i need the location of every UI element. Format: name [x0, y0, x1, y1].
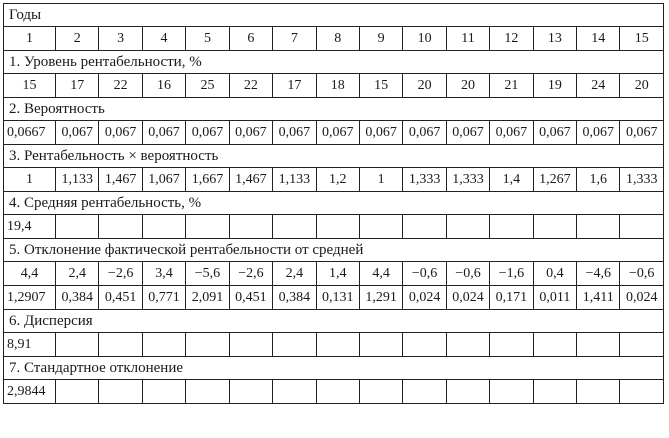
- value-cell: 0,067: [403, 121, 446, 145]
- section-header-row: [4, 357, 664, 380]
- value-cell: 0,067: [577, 121, 620, 145]
- value-cell: [273, 215, 316, 239]
- section-heading: 4. Средняя рентабельность, %: [4, 192, 664, 215]
- data-row: [4, 333, 664, 357]
- value-cell: 0,067: [359, 121, 402, 145]
- value-cell: 1,6: [577, 168, 620, 192]
- value-cell: [229, 380, 272, 404]
- value-cell: [99, 215, 142, 239]
- value-cell: −2,6: [99, 262, 142, 286]
- value-cell: 0,067: [56, 121, 99, 145]
- year-cell: 2: [56, 27, 99, 51]
- section-header-row: [4, 310, 664, 333]
- year-cell: 12: [490, 27, 533, 51]
- year-cell: 1: [4, 27, 56, 51]
- section-header-row: [4, 51, 664, 74]
- value-cell: [186, 333, 229, 357]
- value-cell: [446, 333, 489, 357]
- section-header-row: [4, 192, 664, 215]
- value-cell: [490, 380, 533, 404]
- value-cell: 20: [403, 74, 446, 98]
- year-cell: 8: [316, 27, 359, 51]
- value-cell: [56, 215, 99, 239]
- value-cell: 0,067: [99, 121, 142, 145]
- value-cell: [99, 333, 142, 357]
- year-cell: 4: [142, 27, 185, 51]
- value-cell: [403, 333, 446, 357]
- value-cell: [56, 333, 99, 357]
- section-heading: 6. Дисперсия: [4, 310, 664, 333]
- value-cell: −5,6: [186, 262, 229, 286]
- value-cell: [577, 215, 620, 239]
- value-cell: 20: [446, 74, 489, 98]
- value-cell: 1,4: [316, 262, 359, 286]
- value-cell: −0,6: [403, 262, 446, 286]
- value-cell: −4,6: [577, 262, 620, 286]
- value-cell: [186, 215, 229, 239]
- value-cell: 0,024: [446, 286, 489, 310]
- value-cell: 1,133: [56, 168, 99, 192]
- value-cell: 1,667: [186, 168, 229, 192]
- years-row: [4, 27, 664, 51]
- section-heading: 7. Стандартное отклонение: [4, 357, 664, 380]
- value-cell: 17: [56, 74, 99, 98]
- value-cell: [446, 215, 489, 239]
- year-cell: 13: [533, 27, 576, 51]
- value-cell: 1,067: [142, 168, 185, 192]
- title-row: [4, 4, 664, 27]
- section-heading: 5. Отклонение фактической рентабельности от средней: [4, 239, 664, 262]
- value-cell: [273, 380, 316, 404]
- value-cell: [490, 215, 533, 239]
- value-cell: [533, 215, 576, 239]
- value-cell: 0,024: [620, 286, 664, 310]
- value-cell: −0,6: [446, 262, 489, 286]
- year-cell: 7: [273, 27, 316, 51]
- value-cell: [359, 380, 402, 404]
- value-cell: 2,4: [56, 262, 99, 286]
- value-cell: [359, 215, 402, 239]
- year-cell: 3: [99, 27, 142, 51]
- data-row: [4, 74, 664, 98]
- value-cell: [533, 380, 576, 404]
- value-cell: 0,131: [316, 286, 359, 310]
- value-cell: 1,333: [403, 168, 446, 192]
- value-cell: 0,024: [403, 286, 446, 310]
- value-cell: 17: [273, 74, 316, 98]
- value-cell: 2,091: [186, 286, 229, 310]
- value-cell: 22: [229, 74, 272, 98]
- year-cell: 15: [620, 27, 664, 51]
- data-row: [4, 168, 664, 192]
- value-cell: [229, 215, 272, 239]
- value-cell: 4,4: [4, 262, 56, 286]
- value-cell: [229, 333, 272, 357]
- data-row: [4, 286, 664, 310]
- year-cell: 6: [229, 27, 272, 51]
- value-cell: 0,067: [229, 121, 272, 145]
- value-cell: 1,4: [490, 168, 533, 192]
- value-cell: 0,0667: [4, 121, 56, 145]
- value-cell: 0,067: [533, 121, 576, 145]
- section-heading: 1. Уровень рентабельности, %: [4, 51, 664, 74]
- year-cell: 11: [446, 27, 489, 51]
- value-cell: [577, 333, 620, 357]
- value-cell: 0,067: [490, 121, 533, 145]
- value-cell: [316, 380, 359, 404]
- value-cell: [620, 333, 664, 357]
- data-row: [4, 121, 664, 145]
- value-cell: 0,451: [99, 286, 142, 310]
- value-cell: [533, 333, 576, 357]
- value-cell: −1,6: [490, 262, 533, 286]
- value-cell: [142, 333, 185, 357]
- value-cell: 19,4: [4, 215, 56, 239]
- data-row: [4, 215, 664, 239]
- value-cell: 0,067: [273, 121, 316, 145]
- section-heading: 3. Рентабельность × вероятность: [4, 145, 664, 168]
- value-cell: 24: [577, 74, 620, 98]
- value-cell: 1,2907: [4, 286, 56, 310]
- value-cell: 0,771: [142, 286, 185, 310]
- table-title: Годы: [4, 4, 664, 27]
- value-cell: 15: [4, 74, 56, 98]
- value-cell: 3,4: [142, 262, 185, 286]
- value-cell: 20: [620, 74, 664, 98]
- value-cell: 0,067: [446, 121, 489, 145]
- value-cell: [316, 333, 359, 357]
- value-cell: 0,067: [186, 121, 229, 145]
- table-body: [4, 4, 664, 404]
- value-cell: 0,384: [56, 286, 99, 310]
- value-cell: 2,9844: [4, 380, 56, 404]
- data-row: [4, 380, 664, 404]
- section-header-row: [4, 98, 664, 121]
- section-heading: 2. Вероятность: [4, 98, 664, 121]
- year-cell: 10: [403, 27, 446, 51]
- year-cell: 14: [577, 27, 620, 51]
- value-cell: [620, 380, 664, 404]
- value-cell: [186, 380, 229, 404]
- value-cell: 0,4: [533, 262, 576, 286]
- value-cell: 22: [99, 74, 142, 98]
- value-cell: −2,6: [229, 262, 272, 286]
- value-cell: 1,411: [577, 286, 620, 310]
- section-header-row: [4, 145, 664, 168]
- value-cell: [490, 333, 533, 357]
- value-cell: 25: [186, 74, 229, 98]
- value-cell: 4,4: [359, 262, 402, 286]
- profitability-table: [3, 3, 664, 404]
- value-cell: 2,4: [273, 262, 316, 286]
- value-cell: 1,467: [229, 168, 272, 192]
- value-cell: [56, 380, 99, 404]
- value-cell: 0,451: [229, 286, 272, 310]
- value-cell: 0,384: [273, 286, 316, 310]
- value-cell: [620, 215, 664, 239]
- year-cell: 9: [359, 27, 402, 51]
- year-cell: 5: [186, 27, 229, 51]
- value-cell: 1,133: [273, 168, 316, 192]
- value-cell: 1,467: [99, 168, 142, 192]
- value-cell: 15: [359, 74, 402, 98]
- value-cell: [316, 215, 359, 239]
- value-cell: [403, 380, 446, 404]
- value-cell: 0,067: [620, 121, 664, 145]
- value-cell: 8,91: [4, 333, 56, 357]
- value-cell: [577, 380, 620, 404]
- value-cell: [99, 380, 142, 404]
- value-cell: 16: [142, 74, 185, 98]
- value-cell: [142, 215, 185, 239]
- value-cell: 0,067: [142, 121, 185, 145]
- value-cell: [446, 380, 489, 404]
- value-cell: 18: [316, 74, 359, 98]
- section-header-row: [4, 239, 664, 262]
- value-cell: [142, 380, 185, 404]
- value-cell: 21: [490, 74, 533, 98]
- value-cell: 0,011: [533, 286, 576, 310]
- value-cell: 1: [359, 168, 402, 192]
- value-cell: 0,171: [490, 286, 533, 310]
- value-cell: −0,6: [620, 262, 664, 286]
- value-cell: 1,333: [446, 168, 489, 192]
- value-cell: 1,2: [316, 168, 359, 192]
- value-cell: [359, 333, 402, 357]
- value-cell: 1,267: [533, 168, 576, 192]
- value-cell: 1: [4, 168, 56, 192]
- data-row: [4, 262, 664, 286]
- value-cell: [273, 333, 316, 357]
- value-cell: 19: [533, 74, 576, 98]
- value-cell: 0,067: [316, 121, 359, 145]
- value-cell: [403, 215, 446, 239]
- value-cell: 1,333: [620, 168, 664, 192]
- value-cell: 1,291: [359, 286, 402, 310]
